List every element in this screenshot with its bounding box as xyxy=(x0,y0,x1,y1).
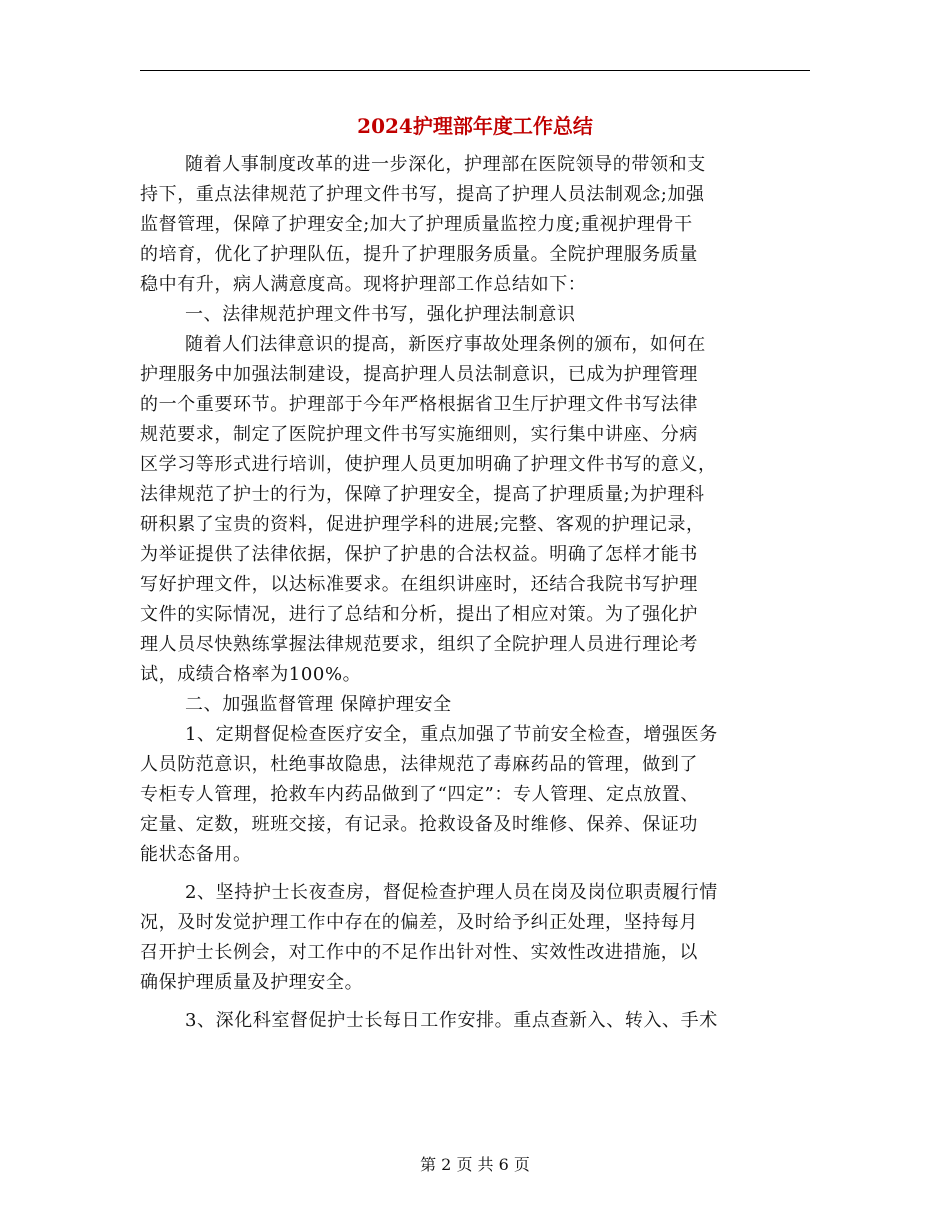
text-line: 持下，重点法律规范了护理文件书写，提高了护理人员法制观念;加强 xyxy=(140,184,705,205)
text-line: 写好护理文件，以达标准要求。在组织讲座时，还结合我院书写护理 xyxy=(140,574,698,595)
text-line: 文件的实际情况，进行了总结和分析，提出了相应对策。为了强化护 xyxy=(140,604,698,625)
text-line: 护理服务中加强法制建设，提高护理人员法制意识，已成为护理管理 xyxy=(140,364,698,385)
text-line: 随着人事制度改革的进一步深化，护理部在医院领导的带领和支 xyxy=(185,154,706,175)
text-line: 规范要求，制定了医院护理文件书写实施细则，实行集中讲座、分病 xyxy=(140,424,698,445)
text-line: 的培育，优化了护理队伍，提升了护理服务质量。全院护理服务质量 xyxy=(140,244,698,265)
text-line: 研积累了宝贵的资料，促进护理学科的进展;完整、客观的护理记录， xyxy=(140,514,705,535)
text-line: 为举证提供了法律依据，保护了护患的合法权益。明确了怎样才能书 xyxy=(140,544,698,565)
text-line: 区学习等形式进行培训，使护理人员更加明确了护理文件书写的意义， xyxy=(140,454,717,475)
text-line: 试，成绩合格率为100%。 xyxy=(140,664,362,685)
text-line: 确保护理质量及护理安全。 xyxy=(140,972,364,993)
text-line: 况，及时发觉护理工作中存在的偏差，及时给予纠正处理，坚持每月 xyxy=(140,912,698,933)
text-line: 理人员尽快熟练掌握法律规范要求，组织了全院护理人员进行理论考 xyxy=(140,634,698,655)
text-line: 监督管理，保障了护理安全;加大了护理质量监控力度;重视护理骨干 xyxy=(140,214,693,235)
section-heading: 二、加强监督管理 保障护理安全 xyxy=(185,694,452,715)
header-rule xyxy=(140,70,810,71)
text-line: 定量、定数，班班交接，有记录。抢救设备及时维修、保养、保证功 xyxy=(140,814,698,835)
text-line: 随着人们法律意识的提高，新医疗事故处理条例的颁布，如何在 xyxy=(185,334,706,355)
text-line: 1、定期督促检查医疗安全，重点加强了节前安全检查，增强医务 xyxy=(185,724,718,745)
text-line: 专柜专人管理，抢救车内药品做到了“四定”：专人管理、定点放置、 xyxy=(140,784,700,805)
text-line: 法律规范了护士的行为，保障了护理安全，提高了护理质量;为护理科 xyxy=(140,484,705,505)
text-line: 能状态备用。 xyxy=(140,844,252,865)
text-line: 3、深化科室督促护士长每日工作安排。重点查新入、转入、手术 xyxy=(185,1010,718,1031)
text-line: 人员防范意识，杜绝事故隐患，法律规范了毒麻药品的管理，做到了 xyxy=(140,754,698,775)
page-number: 第 2 页 共 6 页 xyxy=(420,1155,530,1174)
text-line: 的一个重要环节。护理部于今年严格根据省卫生厅护理文件书写法律 xyxy=(140,394,698,415)
document-body xyxy=(140,150,810,1036)
section-heading: 一、法律规范护理文件书写，强化护理法制意识 xyxy=(185,304,576,325)
text-line: 召开护士长例会，对工作中的不足作出针对性、实效性改进措施，以 xyxy=(140,942,698,963)
document-title: 2024护理部年度工作总结 xyxy=(357,114,593,138)
text-line: 稳中有升，病人满意度高。现将护理部工作总结如下： xyxy=(140,274,587,295)
text-line: 2、坚持护士长夜查房，督促检查护理人员在岗及岗位职责履行情 xyxy=(185,882,718,903)
